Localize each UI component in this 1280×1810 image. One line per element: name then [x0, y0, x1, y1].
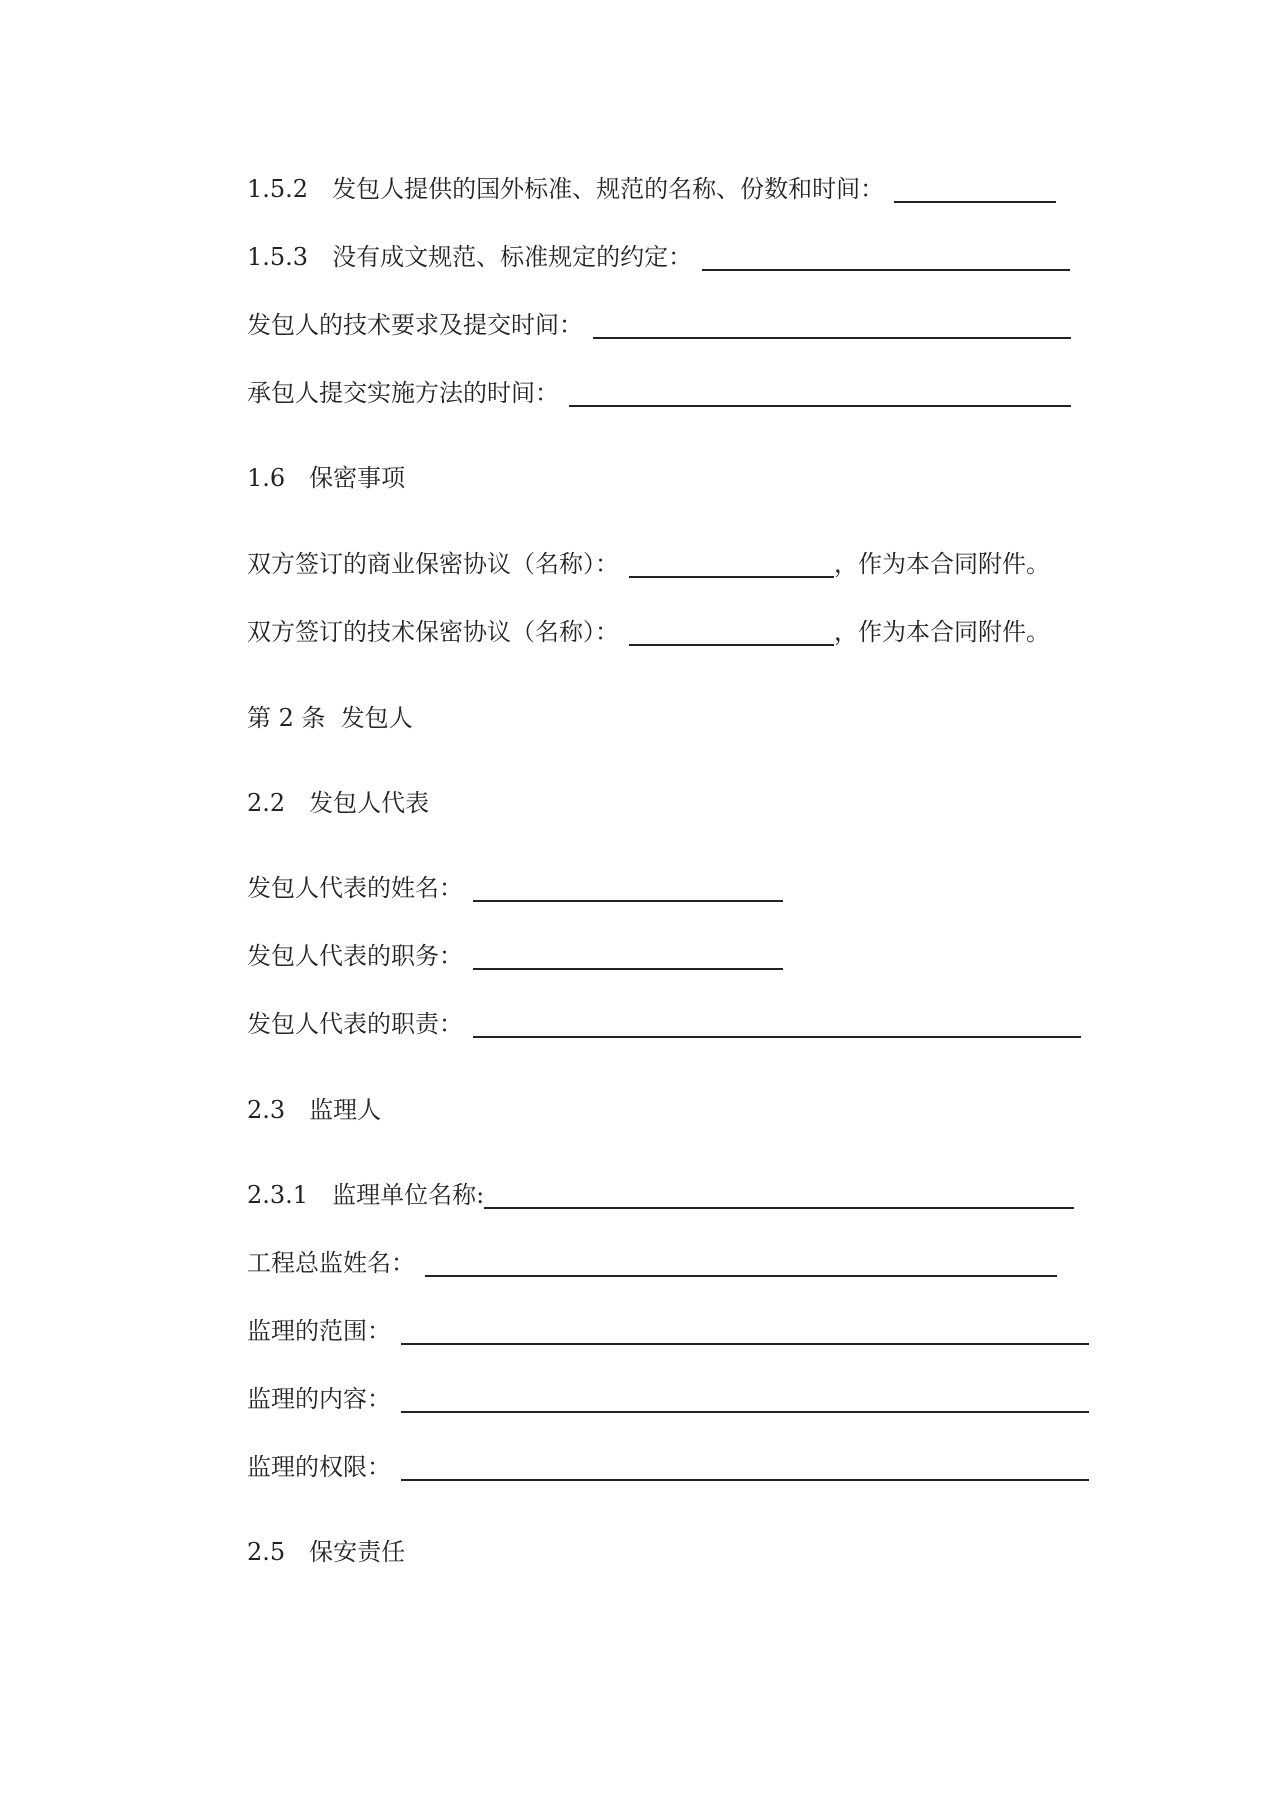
supervision-content-blank[interactable]	[401, 1385, 1089, 1413]
method-time-blank[interactable]	[569, 379, 1071, 407]
field-label: 发包人代表的职责：	[247, 1010, 463, 1038]
rep-position-blank[interactable]	[473, 942, 783, 970]
clause-number: 1.5.2	[247, 175, 309, 203]
clause-text: 发包人提供的国外标准、规范的名称、份数和时间：	[332, 175, 885, 203]
section-number: 2.3	[247, 1096, 286, 1124]
field-label: 工程总监姓名：	[247, 1249, 415, 1277]
supervision-scope-blank[interactable]	[401, 1317, 1089, 1345]
technical-agreement-blank[interactable]	[629, 618, 834, 646]
section-number: 2.2	[247, 789, 286, 817]
chief-supervisor-line	[247, 1241, 1057, 1277]
section-2-3-heading	[247, 1088, 381, 1124]
clause-1-5-2	[247, 167, 1056, 203]
field-label: 双方签订的技术保密协议（名称）：	[247, 618, 619, 646]
technical-confidentiality-line	[247, 610, 1050, 646]
chief-supervisor-blank[interactable]	[425, 1249, 1057, 1277]
section-title: 保密事项	[309, 464, 406, 492]
field-label: 监理的权限：	[247, 1453, 391, 1481]
clause-text: 没有成文规范、标准规定的约定：	[332, 243, 693, 271]
clause-2-3-1	[247, 1173, 1074, 1209]
rep-name-blank[interactable]	[473, 874, 783, 902]
field-suffix: ，作为本合同附件。	[834, 618, 1050, 646]
rep-position-line	[247, 934, 783, 970]
supervision-content-line	[247, 1377, 1089, 1413]
rep-duties-blank[interactable]	[473, 1010, 1081, 1038]
section-2-2-heading	[247, 781, 429, 817]
rep-name-line	[247, 866, 783, 902]
supervision-authority-blank[interactable]	[401, 1453, 1089, 1481]
article-2-heading	[247, 696, 413, 732]
commercial-confidentiality-line	[247, 542, 1050, 578]
tech-requirements-blank[interactable]	[593, 311, 1071, 339]
clause-number: 2.3.1	[247, 1181, 309, 1209]
field-label: 发包人代表的姓名：	[247, 874, 463, 902]
field-label: 监理的内容：	[247, 1385, 391, 1413]
section-1-6-heading	[247, 456, 405, 492]
commercial-agreement-blank[interactable]	[629, 550, 834, 578]
rep-duties-line	[247, 1002, 1081, 1038]
supervision-scope-line	[247, 1309, 1089, 1345]
tech-requirements-line	[247, 303, 1071, 339]
clause-number: 1.5.3	[247, 243, 309, 271]
supervisor-company-blank[interactable]	[484, 1181, 1074, 1209]
section-title: 发包人代表	[309, 789, 430, 817]
field-label: 监理的范围：	[247, 1317, 391, 1345]
unwritten-standards-blank[interactable]	[702, 243, 1070, 271]
field-label: 发包人的技术要求及提交时间：	[247, 311, 583, 339]
field-label: 双方签订的商业保密协议（名称）：	[247, 550, 619, 578]
section-title: 保安责任	[309, 1538, 406, 1566]
article-title: 第 2 条 发包人	[247, 704, 413, 732]
section-number: 1.6	[247, 464, 286, 492]
clause-1-5-3	[247, 235, 1070, 271]
section-2-5-heading	[247, 1530, 405, 1566]
field-label: 承包人提交实施方法的时间：	[247, 379, 559, 407]
foreign-standards-blank[interactable]	[894, 175, 1056, 203]
clause-text: 监理单位名称:	[332, 1181, 485, 1209]
section-title: 监理人	[309, 1096, 382, 1124]
supervision-authority-line	[247, 1445, 1089, 1481]
field-suffix: ，作为本合同附件。	[834, 550, 1050, 578]
method-time-line	[247, 371, 1071, 407]
field-label: 发包人代表的职务：	[247, 942, 463, 970]
section-number: 2.5	[247, 1538, 286, 1566]
